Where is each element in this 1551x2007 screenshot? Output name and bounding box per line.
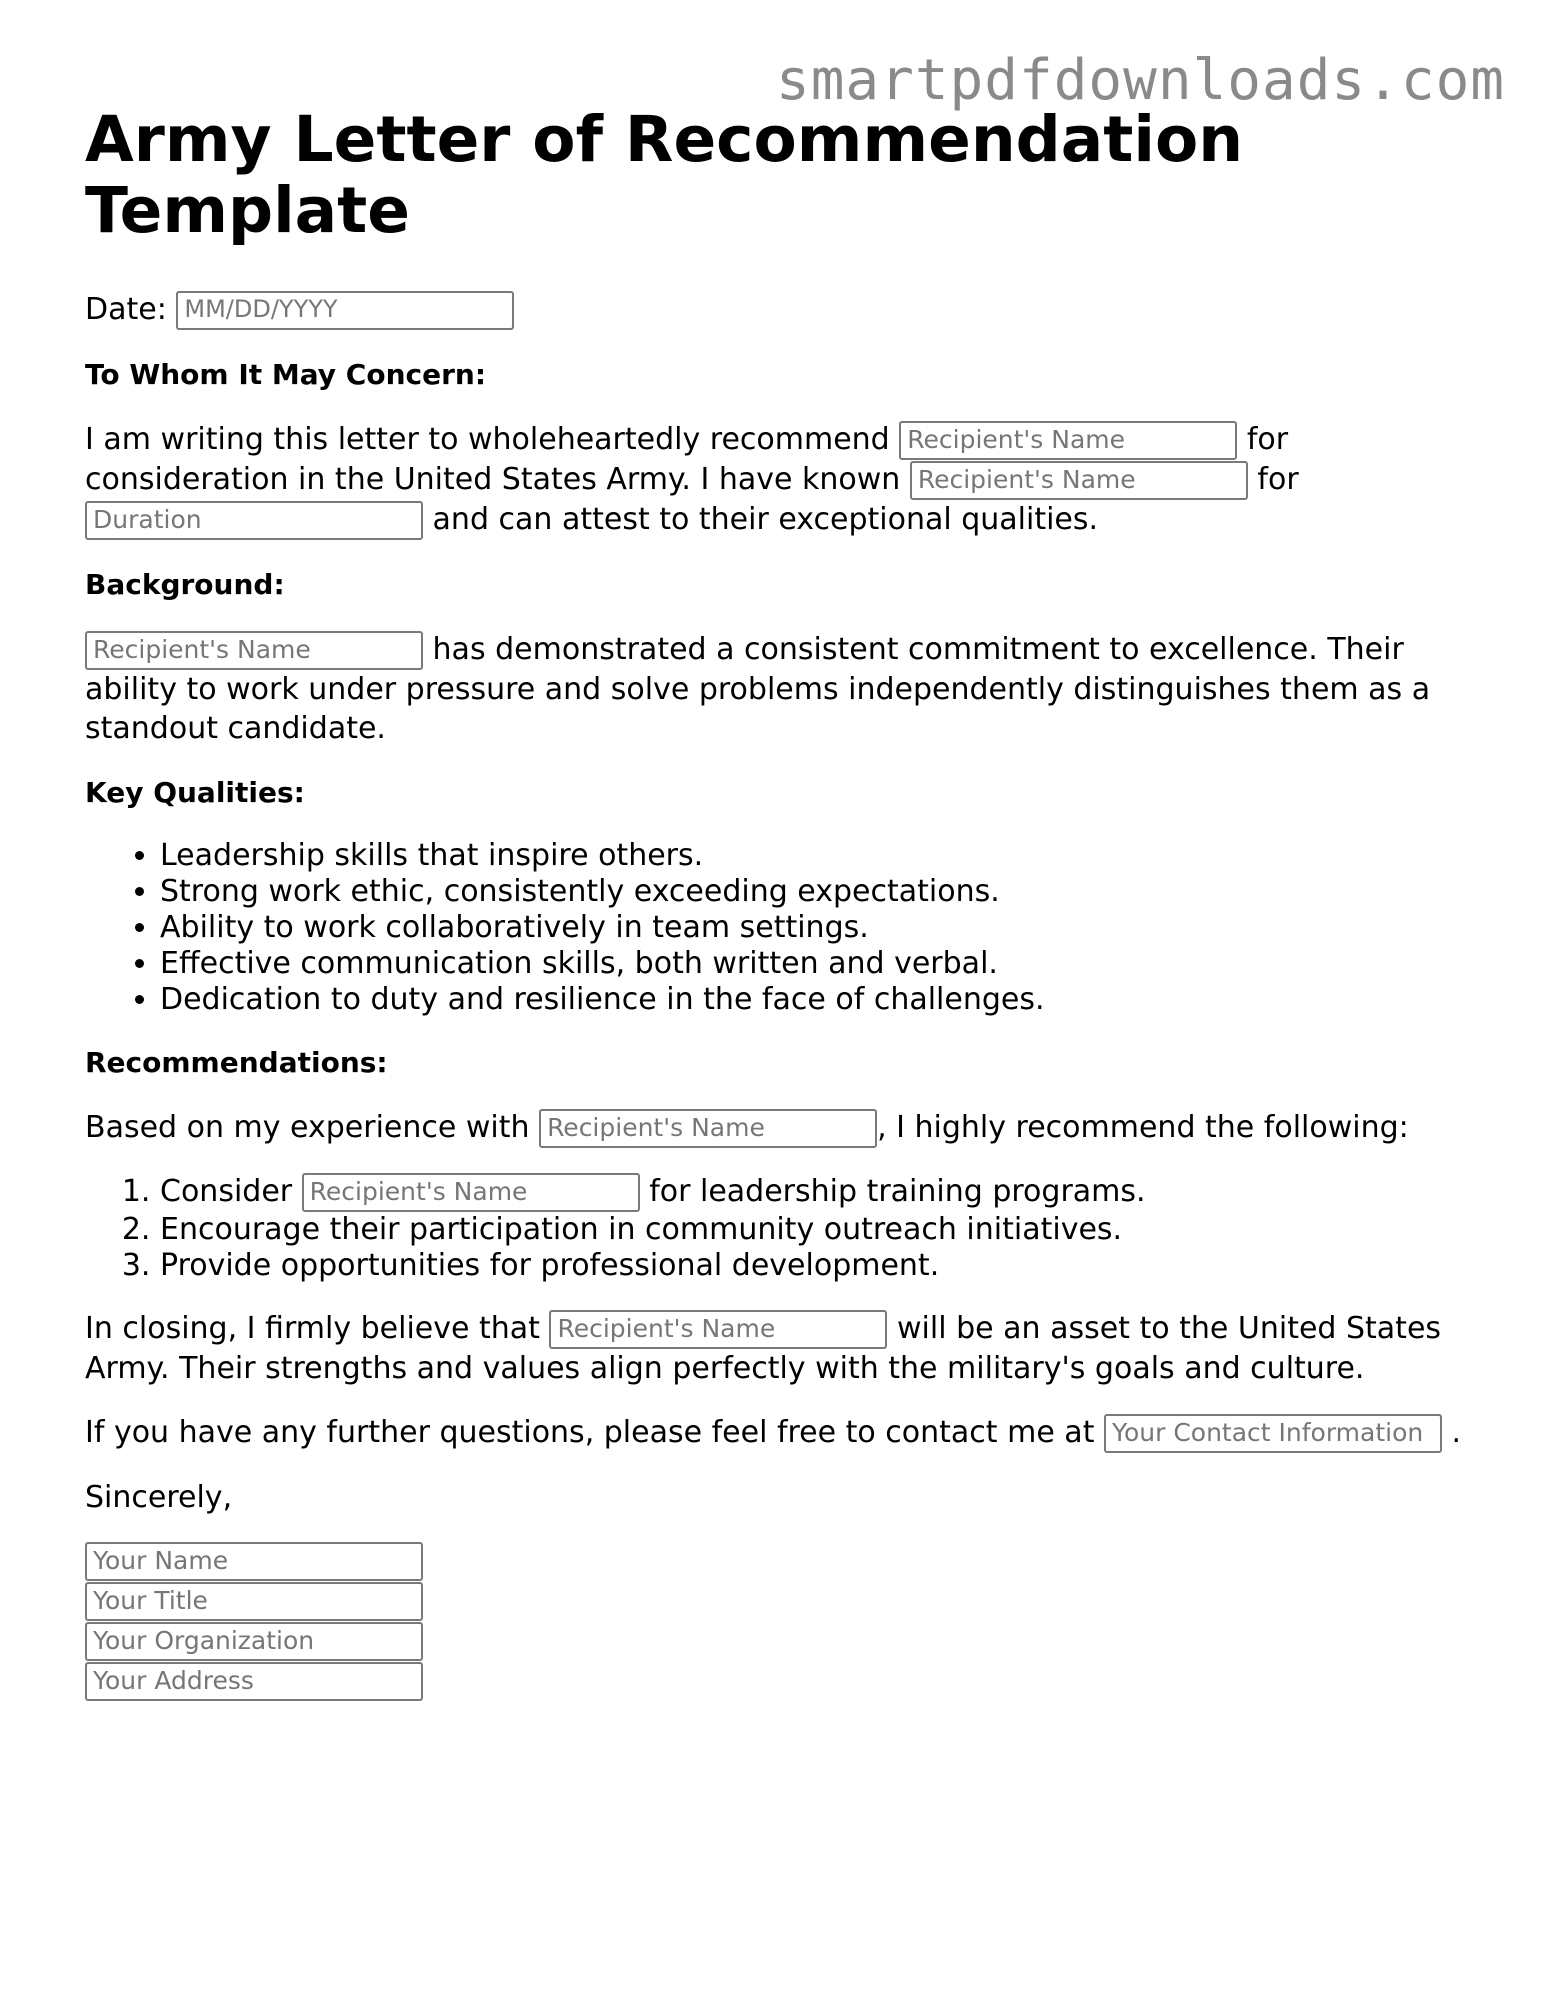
intro-paragraph (85, 420, 1465, 540)
recipient-name-field-2[interactable]: Recipient's Name (910, 461, 1248, 500)
recipient-name-field-3[interactable]: Recipient's Name (85, 631, 423, 670)
your-address-field[interactable]: Your Address (85, 1662, 423, 1701)
letter-page (85, 104, 1465, 1702)
contact-text-2: . (1451, 1415, 1462, 1450)
recommendations-lead-text-1: Based on my experience with (85, 1110, 530, 1145)
watermark: smartpdfdownloads.com (775, 48, 1505, 113)
background-heading: Background: (85, 568, 285, 601)
recommendations-lead-text-2: , I highly recommend the following: (877, 1110, 1409, 1145)
intro-text-1: I am writing this letter to wholeheartedly recommend (85, 422, 890, 457)
your-name-field[interactable]: Your Name (85, 1542, 423, 1581)
recipient-name-field-4[interactable]: Recipient's Name (539, 1109, 877, 1148)
date-label: Date: (85, 292, 167, 327)
contact-paragraph (85, 1413, 1465, 1453)
recipient-name-field-6[interactable]: Recipient's Name (549, 1310, 887, 1349)
duration-field[interactable]: Duration (85, 501, 423, 540)
closing-text-2: will be an asset to the United States Army. Their strengths and values align perfectly with the military's goals and culture. (85, 1311, 1442, 1386)
closing-text-1: In closing, I firmly believe that (85, 1311, 540, 1346)
list-item: 3. Provide opportunities for professional development. (160, 1248, 1465, 1284)
recipient-name-field-5[interactable]: Recipient's Name (302, 1173, 640, 1212)
key-qualities-list (85, 838, 1465, 1018)
contact-information-field[interactable]: Your Contact Information (1104, 1414, 1442, 1453)
list-item (160, 1173, 1465, 1212)
key-qualities-heading: Key Qualities: (85, 776, 305, 809)
intro-text-2: for consideration in the United States Army. I have known (85, 422, 1289, 497)
closing-paragraph (85, 1309, 1465, 1388)
background-paragraph (85, 630, 1465, 748)
salutation: To Whom It May Concern: (85, 358, 487, 391)
background-text: has demonstrated a consistent commitment to excellence. Their ability to work under pressure and solve problems independently distinguishes them as a standout candidate. (85, 632, 1431, 746)
signature-block (85, 1542, 1465, 1701)
list-item: • Effective communication skills, both written and verbal. (160, 946, 1465, 982)
date-field[interactable]: MM/DD/YYYY (176, 291, 514, 330)
date-line (85, 290, 1465, 330)
recommendation-1-text-2: for leadership training programs. (649, 1174, 1146, 1209)
recommendations-list (85, 1173, 1465, 1284)
page-title: Army Letter of Recommendation Template (85, 103, 1244, 247)
recipient-name-field-1[interactable]: Recipient's Name (899, 421, 1237, 460)
signoff: Sincerely, (85, 1480, 233, 1515)
list-item: • Strong work ethic, consistently exceeding expectations. (160, 874, 1465, 910)
your-organization-field[interactable]: Your Organization (85, 1622, 423, 1661)
list-item: • Ability to work collaboratively in team settings. (160, 910, 1465, 946)
list-item: • Dedication to duty and resilience in the face of challenges. (160, 982, 1465, 1018)
list-item: • Leadership skills that inspire others. (160, 838, 1465, 874)
contact-text-1: If you have any further questions, please feel free to contact me at (85, 1415, 1095, 1450)
list-item: 2. Encourage their participation in community outreach initiatives. (160, 1212, 1465, 1248)
recommendation-1-text-1: Consider (160, 1174, 293, 1209)
intro-text-3: for (1257, 462, 1299, 497)
intro-text-4: and can attest to their exceptional qualities. (432, 502, 1099, 537)
your-title-field[interactable]: Your Title (85, 1582, 423, 1621)
recommendations-lead (85, 1108, 1465, 1148)
recommendations-heading: Recommendations: (85, 1046, 388, 1079)
